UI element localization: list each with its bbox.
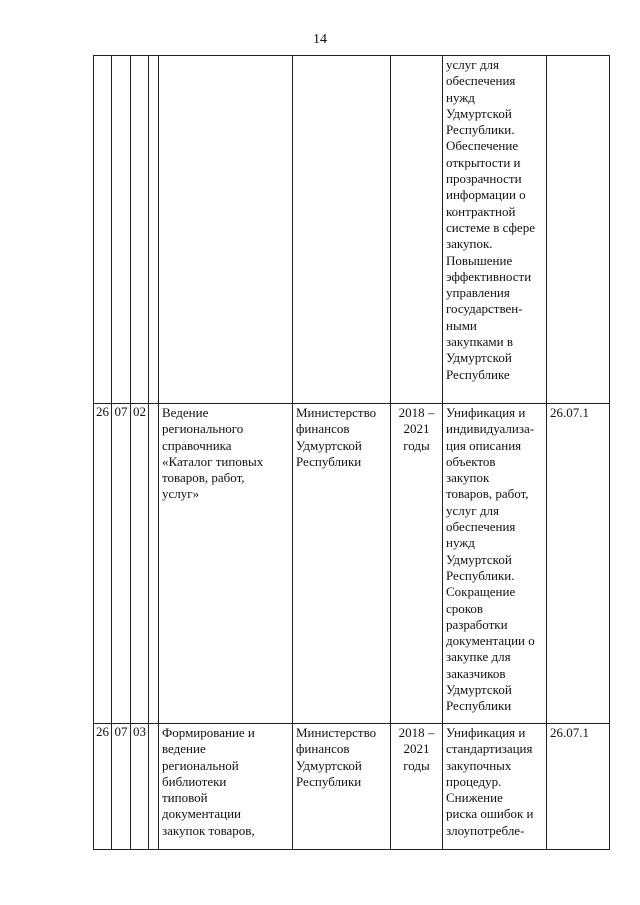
table-row <box>94 404 610 724</box>
table-row <box>94 56 610 404</box>
measure-name-cell: Ведение регионального справочника «Каталог типовых товаров, работ, услуг» <box>159 404 293 724</box>
expected-result-cell: услуг для обеспечения нужд Удмуртской Республики. Обеспечение открытости и прозрачности информации о контрактной системе в сфере закупок. Повышение эффективности управления государствен- ными закупками в Удмуртской Республике <box>443 56 547 404</box>
code-section-cell <box>94 56 112 404</box>
indicator-link-cell <box>547 56 610 404</box>
executor-cell: Министерство финансов Удмуртской Республики <box>293 724 391 850</box>
expected-result-cell: Унификация и индивидуализа- ция описания объектов закупок товаров, работ, услуг для обеспечения нужд Удмуртской Республики. Сокращение сроков разработки документации о закупке для заказчиков Удмуртской Республики <box>443 404 547 724</box>
period-cell: 2018 – 2021 годы <box>391 724 443 850</box>
table-row <box>94 724 610 850</box>
measure-name-cell <box>159 56 293 404</box>
code-measure-cell: 03 <box>131 724 149 850</box>
code-measure-cell: 02 <box>131 404 149 724</box>
empty-code-cell <box>149 724 159 850</box>
code-subprogram-cell: 07 <box>112 724 131 850</box>
page-number: 14 <box>313 32 327 47</box>
code-section-cell: 26 <box>94 724 112 850</box>
indicator-link-cell: 26.07.1 <box>547 404 610 724</box>
measure-name-cell: Формирование и ведение региональной библиотеки типовой документации закупок товаров, <box>159 724 293 850</box>
code-subprogram-cell <box>112 56 131 404</box>
code-subprogram-cell: 07 <box>112 404 131 724</box>
code-measure-cell <box>131 56 149 404</box>
period-cell <box>391 56 443 404</box>
period-cell: 2018 – 2021 годы <box>391 404 443 724</box>
executor-cell: Министерство финансов Удмуртской Республики <box>293 404 391 724</box>
code-section-cell: 26 <box>94 404 112 724</box>
program-measures-table <box>93 55 610 850</box>
empty-code-cell <box>149 56 159 404</box>
executor-cell <box>293 56 391 404</box>
expected-result-cell: Унификация и стандартизация закупочных процедур. Снижение риска ошибок и злоупотребле- <box>443 724 547 850</box>
empty-code-cell <box>149 404 159 724</box>
indicator-link-cell: 26.07.1 <box>547 724 610 850</box>
